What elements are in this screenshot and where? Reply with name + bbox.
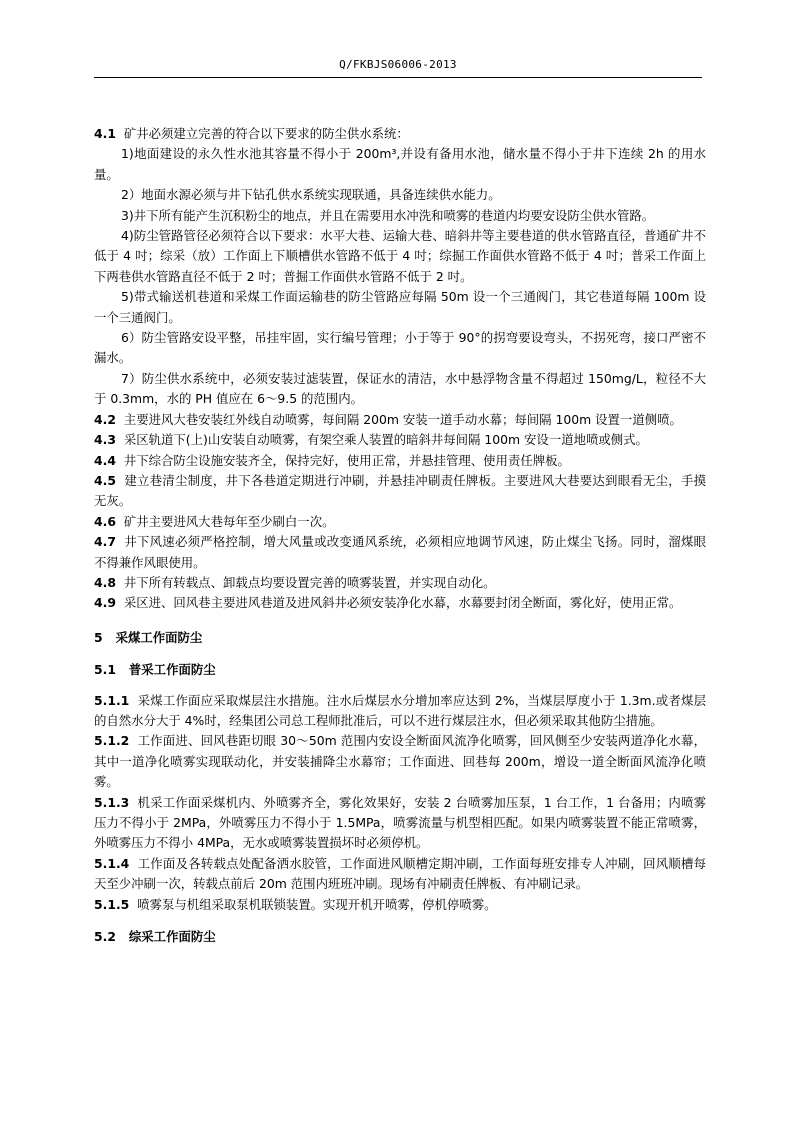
clause-number: 5.1.3 — [94, 794, 130, 810]
item-3: 3)井下所有能产生沉积粉尘的地点，并且在需要用水冲洗和喷雾的巷道内均要安设防尘供水管路。 — [121, 207, 655, 223]
item-1: 1)地面建设的永久性水池其容量不得小于 200m³,并设有备用水池，储水量不得小于井下连续 2h 的用水量。 — [94, 146, 706, 182]
clause-text: 工作面及各转载点处配备洒水胶管，工作面进风顺槽定期冲刷，工作面每班安排专人冲刷，回风顺槽每天至少冲刷一次，转载点前后 20m 范围内班班冲刷。现场有冲刷责任牌板、有冲刷记录。 — [94, 855, 706, 892]
clause-number: 5.1.2 — [94, 733, 130, 749]
item-4: 4)防尘管路管径必须符合以下要求：水平大巷、运输大巷、暗斜井等主要巷道的供水管路直径，普通矿井不低于 4 吋；综采（放）工作面上下顺槽供水管路不低于 4 吋；综掘工作面供水管路不低于 4 吋；普采工作面上下两巷供水管路直径不低于 2 吋；普掘工作面供水管路不低于 2 吋。 — [94, 228, 706, 284]
clause-number: 4.6 — [94, 513, 116, 529]
clause-4-2 — [94, 410, 706, 430]
header-divider — [94, 77, 702, 78]
clause-text: 主要进风大巷安装红外线自动喷雾，每间隔 200m 安装一道手动水幕；每间隔 100m 设置一道侧喷。 — [123, 411, 682, 427]
clause-text: 喷雾泵与机组采取泵机联锁装置。实现开机开喷雾，停机停喷雾。 — [137, 896, 497, 912]
clause-text: 井下所有转载点、卸载点均要设置完善的喷雾装置，并实现自动化。 — [123, 574, 496, 590]
item-6: 6）防尘管路安设平整，吊挂牢固，实行编号管理；小于等于 90°的拐弯要设弯头，不拐死弯，接口严密不漏水。 — [94, 330, 706, 366]
section-5-heading — [94, 628, 706, 648]
clause-text: 矿井必须建立完善的符合以下要求的防尘供水系统： — [123, 126, 409, 141]
clause-5-1-2 — [94, 731, 706, 792]
clause-number: 4.5 — [94, 472, 116, 488]
document-body — [94, 124, 706, 957]
item-5: 5)带式输送机巷道和采煤工作面运输巷的防尘管路应每隔 50m 设一个三通阀门，其它巷道每隔 100m 设一个三通阀门。 — [94, 289, 706, 325]
clause-4-8 — [94, 573, 706, 593]
clause-4-5 — [94, 471, 706, 512]
clause-number: 4.2 — [94, 411, 116, 427]
section-5-2-heading — [94, 927, 706, 947]
clause-number: 4.3 — [94, 432, 116, 448]
clause-text: 矿井主要进风大巷每年至少刷白一次。 — [123, 513, 335, 529]
clause-4-9 — [94, 593, 706, 613]
clause-number: 5.1.4 — [94, 855, 130, 871]
clause-text: 采煤工作面应采取煤层注水措施。注水后煤层水分增加率应达到 2%，当煤层厚度小于 1.3m.或者煤层的自然水分大于 4%时，经集团公司总工程师批准后，可以不进行煤层注水，但必须采取其他防尘措施。 — [94, 692, 706, 728]
clause-4-3 — [94, 430, 706, 450]
section-title: 综采工作面防尘 — [128, 929, 216, 945]
document-code-header: Q/FKBJS06006-2013 — [339, 58, 457, 71]
section-number: 5.1 — [94, 662, 116, 678]
clause-4-4 — [94, 451, 706, 471]
clause-5-1-1 — [94, 691, 706, 732]
clause-5-1-4 — [94, 854, 706, 895]
clause-text: 工作面进、回风巷距切眼 30～50m 范围内安设全断面风流净化喷雾，回风侧至少安装两道净化水幕，其中一道净化喷雾实现联动化，并安装捕降尘水幕帘；工作面进、回巷每 200m，增设一道全断面风流净化喷雾。 — [94, 733, 706, 790]
section-number: 5 — [94, 629, 103, 645]
item-2: 2）地面水源必须与井下钻孔供水系统实现联通，具备连续供水能力。 — [121, 187, 501, 203]
clause-number: 4.9 — [94, 595, 116, 611]
clause-4-1 — [94, 124, 706, 144]
clause-text: 井下风速必须严格控制，增大风量或改变通风系统，必须相应地调节风速，防止煤尘飞扬。同时，溜煤眼不得兼作风眼使用。 — [94, 534, 706, 570]
section-5-1-heading — [94, 660, 706, 680]
clause-text: 建立巷清尘制度，井下各巷道定期进行冲刷，并悬挂冲刷责任牌板。主要进风大巷要达到眼看无尘，手摸无灰。 — [94, 472, 706, 509]
clause-5-1-5 — [94, 895, 706, 915]
clause-number: 4.1 — [94, 126, 116, 141]
clause-5-1-3 — [94, 793, 706, 854]
section-title: 普采工作面防尘 — [128, 662, 216, 678]
clause-number: 5.1.5 — [94, 896, 130, 912]
clause-4-6 — [94, 512, 706, 532]
clause-number: 4.4 — [94, 452, 116, 468]
clause-4-7 — [94, 532, 706, 573]
clause-text: 采区轨道下(上)山安装自动喷雾，有架空乘人装置的暗斜井每间隔 100m 安设一道地喷或侧式。 — [123, 432, 648, 448]
clause-text: 采区进、回风巷主要进风巷道及进风斜井必须安装净化水幕，水幕要封闭全断面，雾化好，使用正常。 — [123, 595, 682, 611]
clause-number: 4.8 — [94, 574, 116, 590]
clause-number: 5.1.1 — [94, 692, 130, 708]
item-7: 7）防尘供水系统中，必须安装过滤装置，保证水的清洁，水中悬浮物含量不得超过 150mg/L，粒径不大于 0.3mm，水的 PH 值应在 6～9.5 的范围内。 — [94, 370, 706, 407]
clause-text: 机采工作面采煤机内、外喷雾齐全，雾化效果好，安装 2 台喷雾加压泵，1 台工作，1 台备用；内喷雾压力不得小于 2MPa，外喷雾压力不得小于 1.5MPa，喷雾流量与机型相匹配。如果内喷雾装置不能正常喷雾，外喷雾压力不得小 4MPa，无水或喷雾装置损坏时必须停机。 — [94, 794, 706, 851]
section-number: 5.2 — [94, 929, 116, 945]
clause-text: 井下综合防尘设施安装齐全，保持完好，使用正常，并悬挂管理、使用责任牌板。 — [123, 452, 570, 468]
section-title: 采煤工作面防尘 — [115, 629, 203, 645]
clause-number: 4.7 — [94, 534, 116, 550]
